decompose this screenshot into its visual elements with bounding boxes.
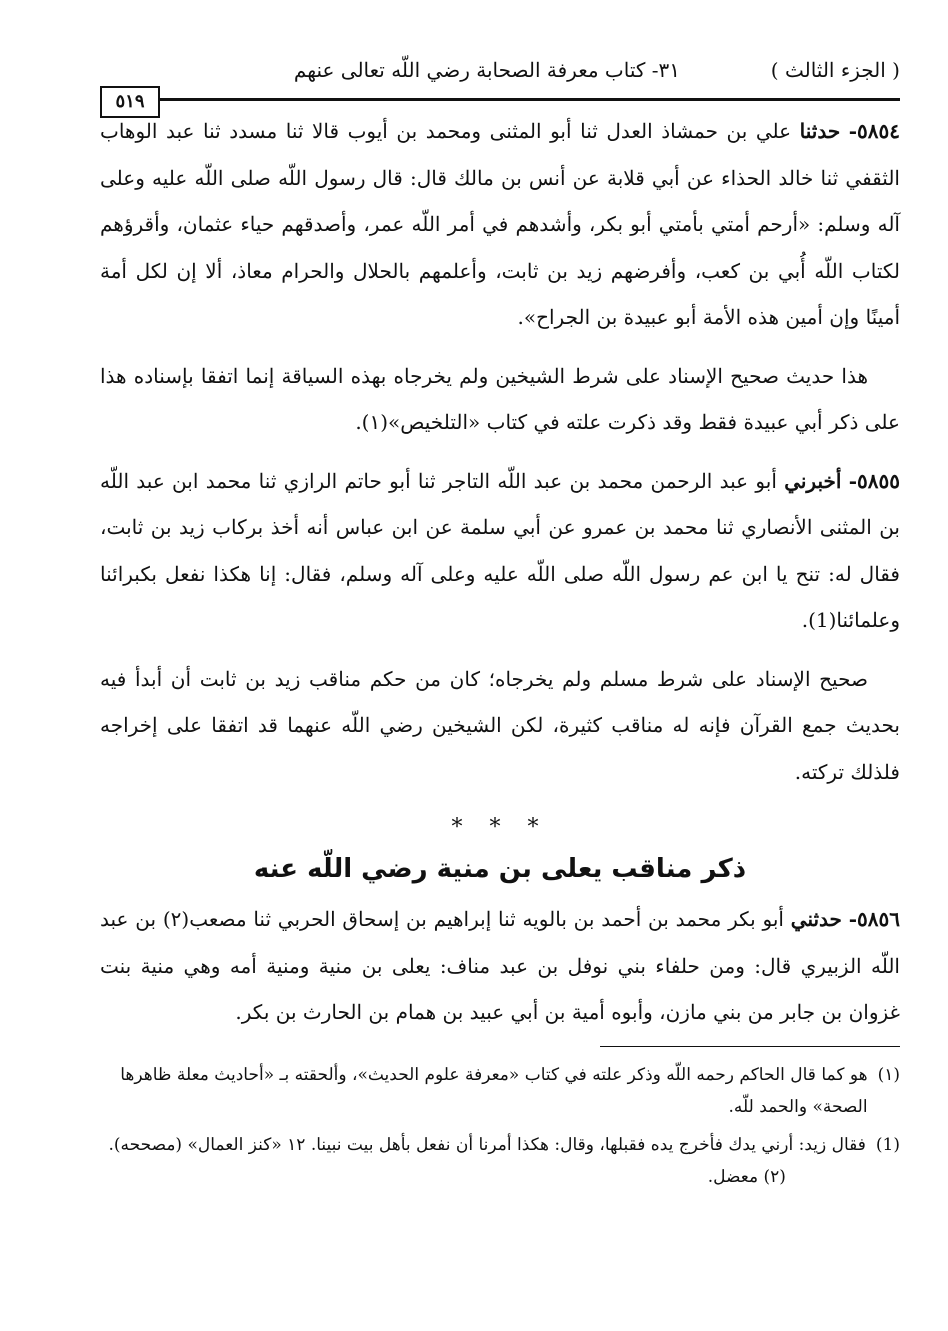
footnote-text — [100, 1129, 866, 1193]
footnote-rule — [600, 1046, 900, 1047]
footnote-body: فقال زيد: أرني يدك فأخرج يده فقبلها، وقال: هكذا أمرنا أن نفعل بأهل بيت نبينا. ١٢ «كنز العمال» (مصححه). — [108, 1134, 866, 1155]
footnote-2 — [100, 1129, 900, 1193]
hadith-text: أبو بكر محمد بن أحمد بن بالويه ثنا إبراهيم بن إسحاق الحربي ثنا مصعب(٢) بن عبد اللّه الزبيري قال: ومن حلفاء بني نوفل بن عبد مناف: يعلى بن منية ومنية أمه وهي منية بنت غزوان بن جابر من بني مازن، وأبوه أمية بن أبي عبيد بن همام بن الحارث بن بكر. — [100, 907, 900, 1024]
section-separator-stars: * * * — [451, 815, 549, 840]
hadith-5855 — [100, 458, 900, 644]
footnote-1 — [100, 1059, 900, 1123]
hadith-lead-word: أخبرني — [784, 468, 842, 493]
hadith-lead-word: حدثنا — [799, 119, 841, 143]
chapter-title: ٣١- كتاب معرفة الصحابة رضي اللّه تعالى عنهم — [293, 58, 680, 82]
hadith-number: ٥٨٥٥- — [848, 468, 901, 493]
header-rule — [160, 98, 900, 101]
page-header — [100, 48, 900, 112]
hadith-lead-word: حدثني — [790, 907, 842, 931]
hadith-5854 — [100, 108, 900, 341]
footnote-text: هو كما قال الحاكم رحمه اللّه وذكر علته في كتاب «معرفة علوم الحديث»، وألحقته بـ «أحاديث معلة ظاهرها الصحة» والحمد للّه. — [120, 1064, 868, 1117]
footnote-marker: (١) — [877, 1064, 900, 1085]
comment-5855: صحيح الإسناد على شرط مسلم ولم يخرجاه؛ كان من حكم مناقب زيد بن ثابت أن أبدأ فيه بحديث جمع القرآن فإنه له مناقب كثيرة، لكن الشيخين رضي اللّه عنهما قد اتفقا على إخراجه فلذلك تركته. — [100, 666, 900, 784]
hadith-text: علي بن حمشاذ العدل ثنا أبو المثنى ومحمد بن أيوب قالا ثنا مسدد ثنا عبد الوهاب الثقفي ثنا خالد الحذاء عن أبي قلابة عن أنس بن مالك قال: قال رسول اللّه صلى اللّه عليه وعلى آله وسلم: «أرحم أمتي بأمتي أبو بكر، وأشدهم في أمر اللّه عمر، وأصدقهم حياء عثمان، وأقرؤهم لكتاب اللّه أُبي بن كعب، وأفرضهم زيد بن ثابت، وأعلمهم بالحلال والحرام معاذ، ألا إن لكل أمة أمينًا وإن أمين هذه الأمة أبو عبيدة بن الجراح». — [100, 119, 900, 329]
hadith-text: أبو عبد الرحمن محمد بن عبد اللّه التاجر ثنا أبو حاتم الرازي ثنا محمد ابن عبد اللّه بن المثنى الأنصاري ثنا محمد بن عمرو عن أبي سلمة عن ابن عباس أنه أخذ بركاب زيد بن ثابت، فقال له: تنح يا ابن عم رسول اللّه صلى اللّه عليه وعلى آله وسلم، فقال: إنا هكذا نفعل بكبرائنا وعلمائنا(1). — [100, 468, 900, 632]
section-title: ذكر مناقب يعلى بن منية رضي اللّه عنه — [253, 854, 747, 884]
book-page — [100, 48, 900, 1199]
page-number: ٥١٩ — [100, 86, 160, 118]
hadith-5856 — [100, 896, 900, 1036]
footnote-marker: (1) — [875, 1134, 900, 1155]
footnote-extra: (٢) معضل. — [707, 1166, 786, 1187]
comment-5854: هذا حديث صحيح الإسناد على شرط الشيخين ولم يخرجاه بهذه السياقة إنما اتفقا بإسناده هذا على ذكر أبي عبيدة فقط وقد ذكرت علته في كتاب «التلخيص»(١). — [100, 363, 900, 434]
hadith-number: ٥٨٥٤- — [848, 119, 901, 143]
volume-label: ( الجزء الثالث ) — [770, 58, 900, 82]
hadith-number: ٥٨٥٦- — [848, 907, 900, 931]
